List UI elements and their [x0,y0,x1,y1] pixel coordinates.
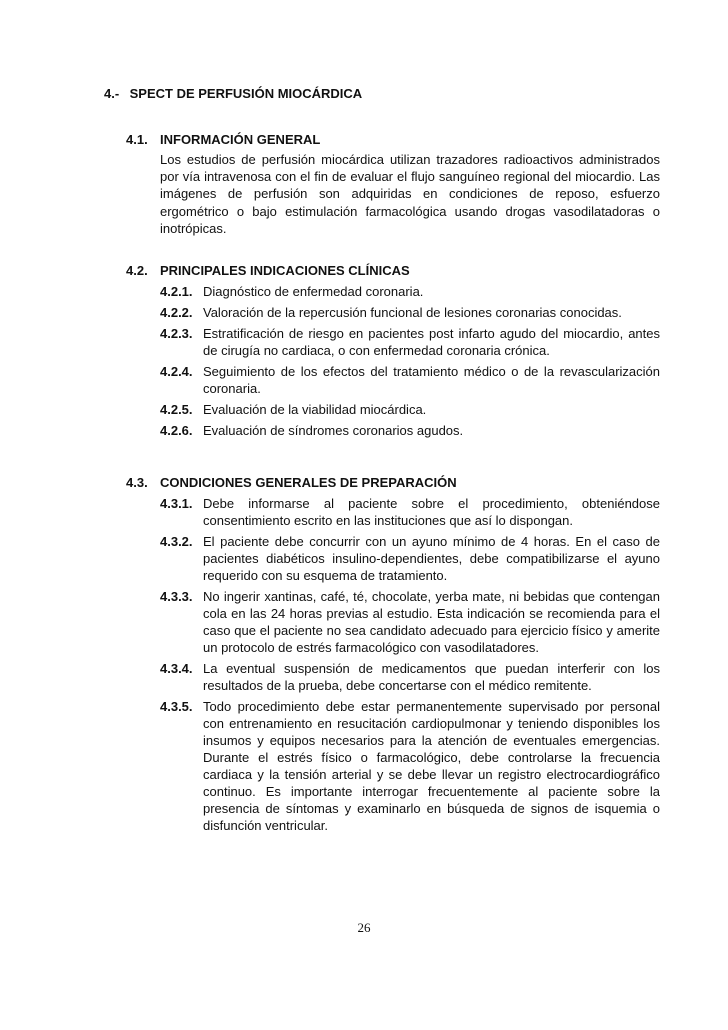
item-number: 4.3.5. [160,699,193,714]
section-title: CONDICIONES GENERALES DE PREPARACIÓN [160,475,457,490]
section-number: 4.3. [126,475,148,490]
section-title: PRINCIPALES INDICACIONES CLÍNICAS [160,263,410,278]
list-item [160,401,660,418]
item-number: 4.2.3. [160,326,193,341]
section-paragraph: Los estudios de perfusión miocárdica utilizan trazadores radioactivos administrados por vía intravenosa con el fin de evaluar el flujo sanguíneo regional del miocardio. Las imágenes de perfusión son adquiridas en condiciones de reposo, esfuerzo ergométrico o bajo estimulación farmacológica usando drogas vasodilatadoras o inotrópicas. [160,152,660,236]
item-text: No ingerir xantinas, café, té, chocolate, yerba mate, ni bebidas que contengan cola en las 24 horas previas al estudio. Esta indicación se recomienda para el caso que el paciente no sea candidato adecuado para ejercicio físico y amerite un protocolo de estrés farmacológico con vasodilatadores. [203,589,660,655]
chapter-title: SPECT DE PERFUSIÓN MIOCÁRDICA [129,86,363,101]
list-item [160,698,660,834]
item-number: 4.3.2. [160,534,193,549]
item-number: 4.3.4. [160,661,193,676]
item-text: Evaluación de la viabilidad miocárdica. [203,402,427,417]
list-item [160,588,660,656]
section-indicaciones-clinicas [126,262,660,443]
list-item [160,495,660,529]
list-item [160,363,660,397]
item-text: Diagnóstico de enfermedad coronaria. [203,284,424,299]
list-item [160,533,660,584]
item-list [160,283,660,439]
section-number: 4.1. [126,132,148,147]
section-title: INFORMACIÓN GENERAL [160,132,321,147]
item-text: Evaluación de síndromes coronarios agudos. [203,423,464,438]
item-text: Estratificación de riesgo en pacientes post infarto agudo del miocardio, antes de cirugía no cardiaca, o con enfermedad coronaria crónica. [203,326,660,358]
section-informacion-general [126,131,660,237]
item-number: 4.2.1. [160,284,193,299]
list-item [160,283,660,300]
list-item [160,422,660,439]
section-heading [126,262,660,279]
list-item [160,325,660,359]
item-text: Todo procedimiento debe estar permanentemente supervisado por personal con entrenamiento en resucitación cardiopulmonar y teniendo disponibles los insumos y equipos necesarios para la atención de eventuales emergencias. Durante el estrés físico o farmacológico, debe controlarse la frecuencia cardiaca y la tensión arterial y se debe llevar un registro electrocardiográfico continuo. Es importante interrogar frecuentemente al paciente sobre la presencia de síntomas y examinarlo en búsqueda de signos de isquemia o disfunción ventricular. [203,699,660,833]
item-text: Valoración de la repercusión funcional de lesiones coronarias conocidas. [203,305,622,320]
section-heading [126,474,660,491]
list-item [160,304,660,321]
item-number: 4.2.2. [160,305,193,320]
item-number: 4.3.3. [160,589,193,604]
item-text: Debe informarse al paciente sobre el procedimiento, obteniéndose consentimiento escrito en las instituciones que así lo dispongan. [203,496,660,528]
list-item [160,660,660,694]
section-heading [126,131,660,148]
item-number: 4.3.1. [160,496,193,511]
item-text: Seguimiento de los efectos del tratamiento médico o de la revascularización coronaria. [203,364,660,396]
item-number: 4.2.6. [160,423,193,438]
item-number: 4.2.4. [160,364,193,379]
page-number: 26 [357,920,371,935]
section-condiciones-preparacion [126,474,660,838]
section-number: 4.2. [126,263,148,278]
item-list [160,495,660,834]
item-text: La eventual suspensión de medicamentos que puedan interferir con los resultados de la prueba, debe concertarse con el médico remitente. [203,661,660,693]
chapter-number: 4.- [104,86,120,101]
item-text: El paciente debe concurrir con un ayuno mínimo de 4 horas. En el caso de pacientes diabéticos insulino-dependientes, debe compatibilizarse el ayuno requerido con su esquema de tratamiento. [203,534,660,583]
item-number: 4.2.5. [160,402,193,417]
chapter-heading [104,86,362,101]
